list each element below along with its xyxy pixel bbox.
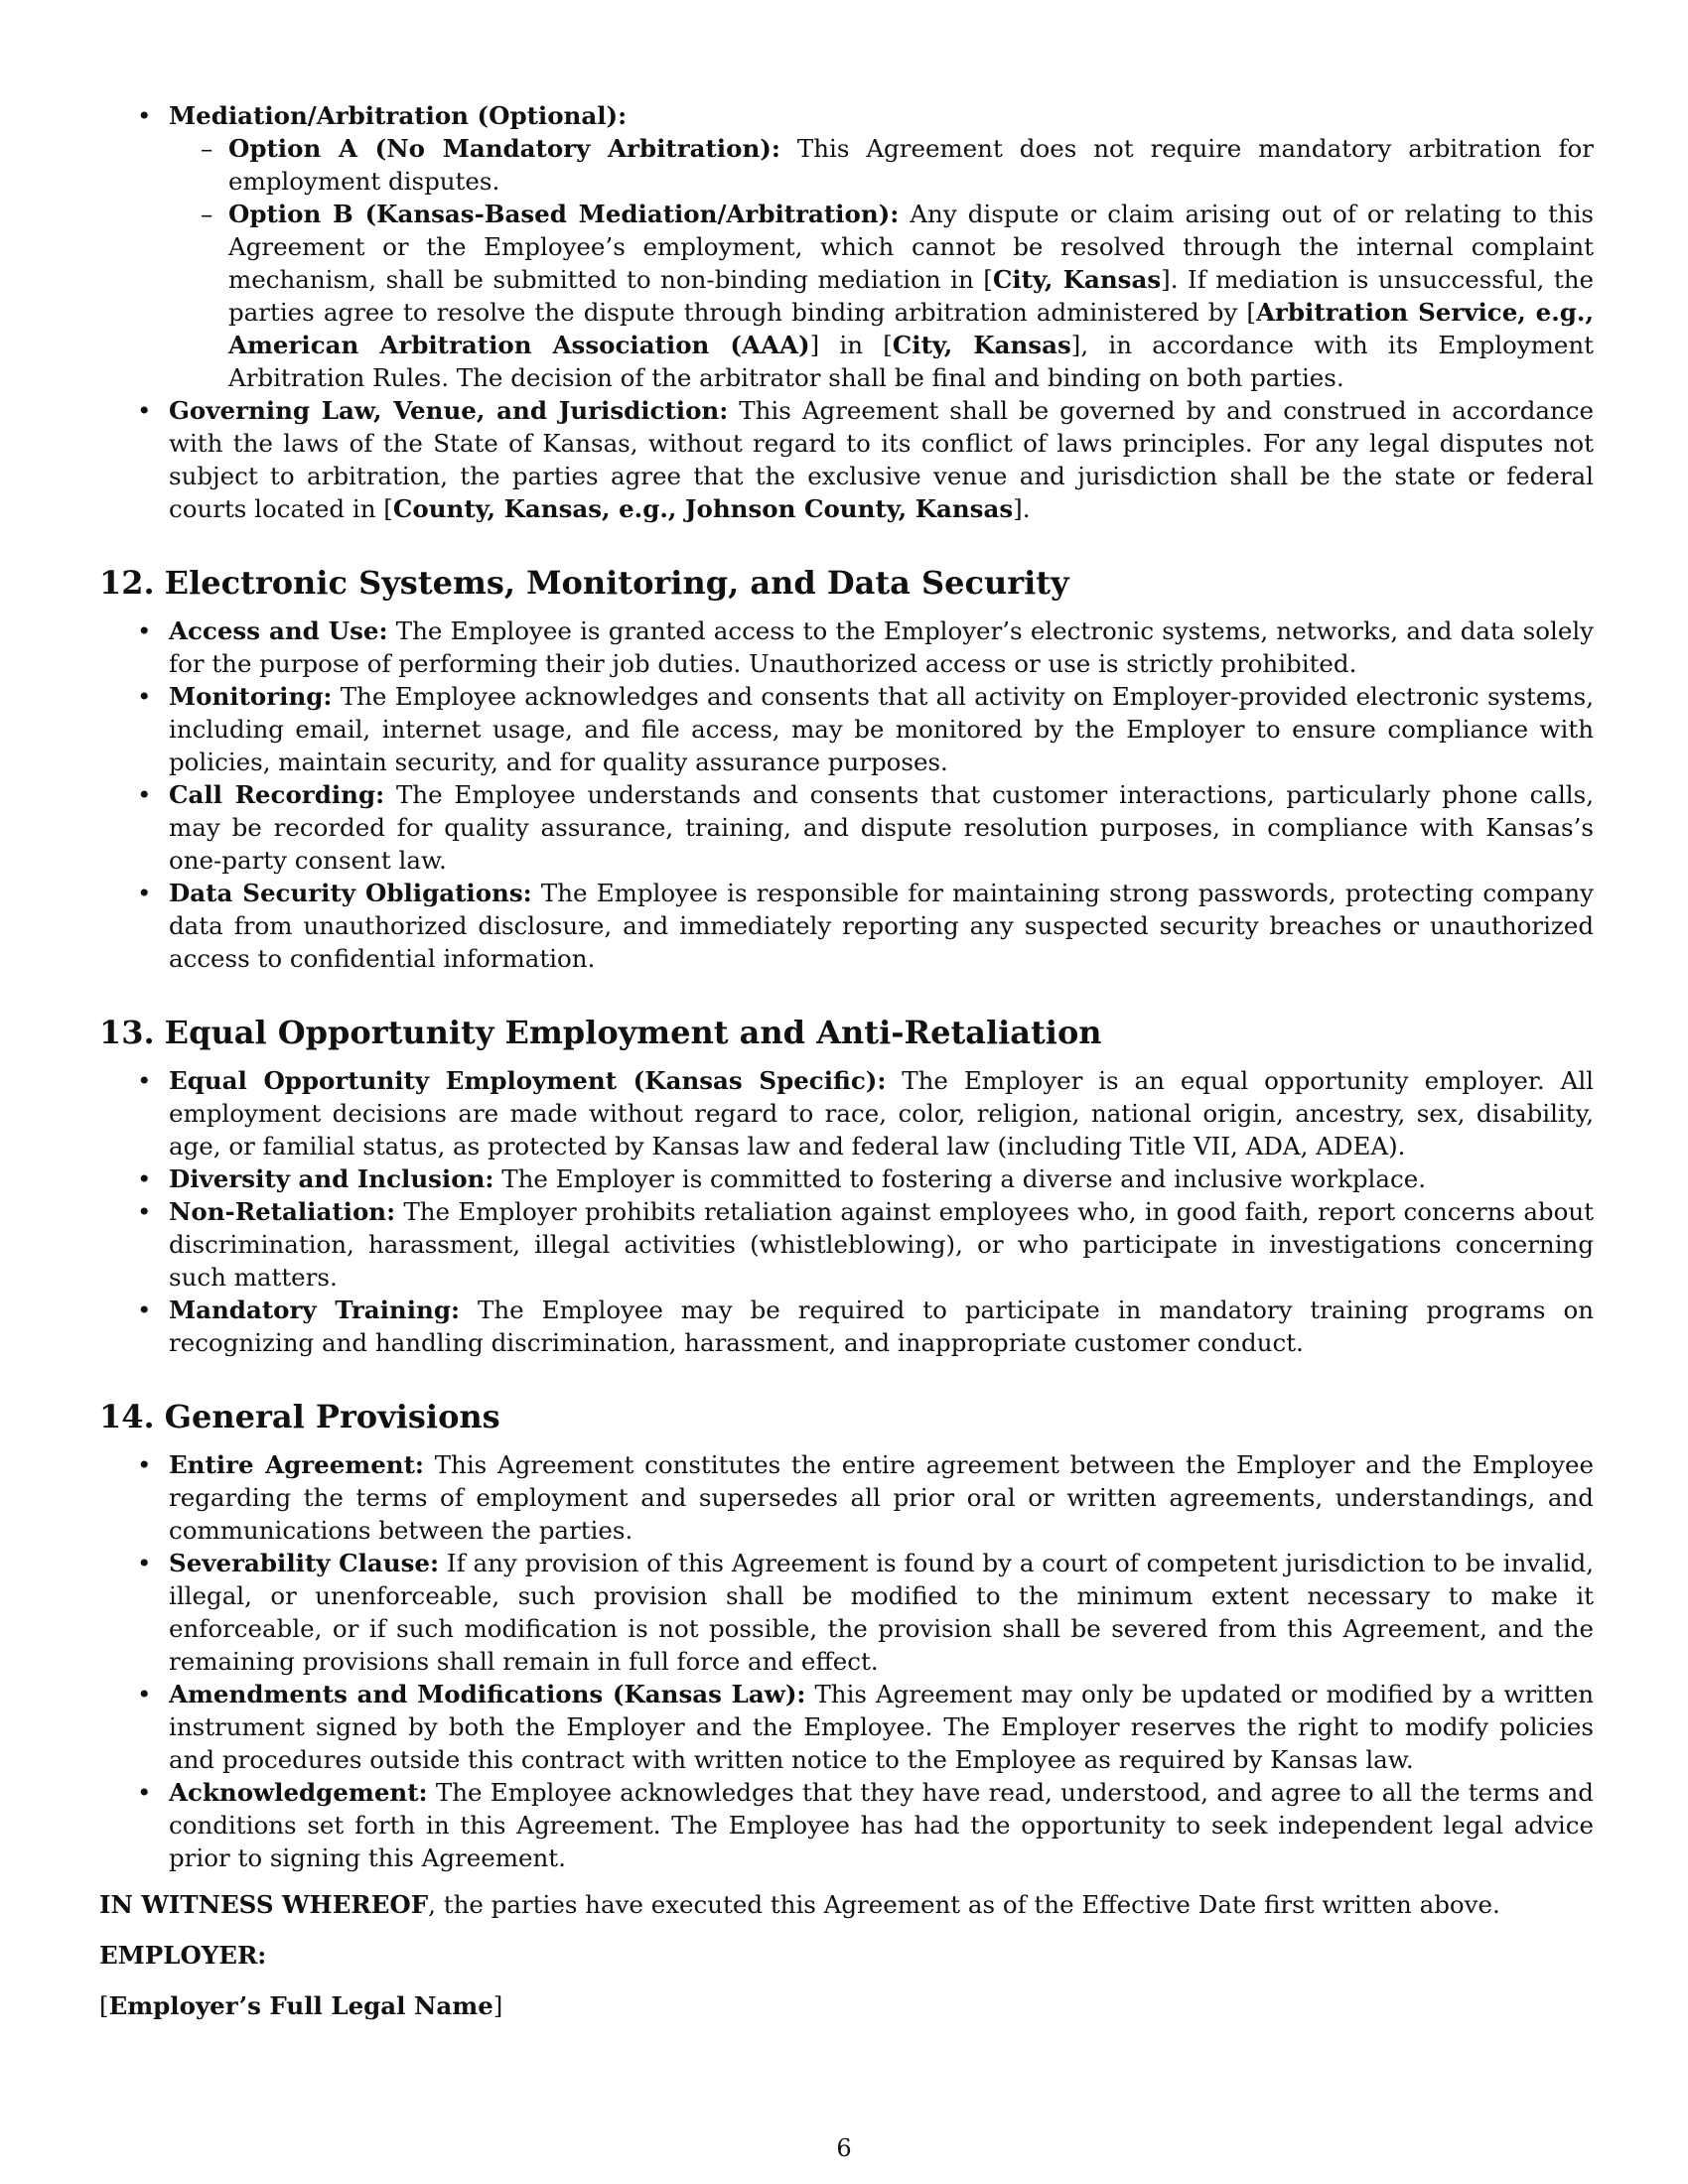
governing-law-text: This Agreement shall be governed by and construed in accordance with the laws of the State of Kansas, without regard to its conflict of laws principles. For any legal disputes not subject to arbitration, the parties agree that the exclusive venue and jurisdiction shall be the state or federal courts located in [ [169,396,1594,523]
item-text: This Agreement may only be updated or modified by a written instrument signed by both the Employer and the Employee. The Employer reserves the right to modify policies and procedures outside this contract with written notice to the Employee as required by Kansas law. [169,1680,1594,1774]
section-title: Equal Opportunity Employment and Anti-Retaliation [164,1014,1102,1051]
item-text: The Employer prohibits retaliation against employees who, in good faith, report concerns about discrimination, harassment, illegal activities (whistleblowing), or who participate in investigations concerning such matters. [169,1197,1594,1292]
witness-label: IN WITNESS WHEREOF [99,1890,429,1919]
governing-law-item [99,394,1594,525]
option-a-text: This Agreement does not require mandatory arbitration for employment disputes. [228,134,1594,196]
item-text: This Agreement constitutes the entire agreement between the Employer and the Employee regarding the terms of employment and supersedes all prior oral or written agreements, understandings, and communications between the parties. [169,1450,1595,1545]
item-text: The Employee understands and consents that customer interactions, particularly phone calls, may be recorded for quality assurance, training, and dispute resolution purposes, in compliance with Kansas’s one-party consent law. [169,780,1594,875]
mediation-item [99,99,1594,394]
placeholder-employer-name: Employer’s Full Legal Name [108,1991,493,2020]
list-item [99,1776,1594,1874]
section-number: 12. [99,564,155,602]
section-title: Electronic Systems, Monitoring, and Data Security [164,564,1069,602]
dispute-list [99,99,1594,525]
item-label: Mandatory Training: [169,1296,461,1324]
bracket: ] [492,1991,503,2020]
section-title: General Provisions [164,1398,500,1435]
item-text: The Employee acknowledges and consents that all activity on Employer-provided electronic systems, including email, internet usage, and file access, may be monitored by the Employer to ensure compliance with policies, maintain security, and for quality assurance purposes. [169,682,1594,776]
item-label: Entire Agreement: [169,1450,424,1479]
section-13-list [99,1064,1594,1359]
item-label: Non-Retaliation: [169,1197,396,1226]
item-text: The Employee is granted access to the Employer’s electronic systems, networks, and data solely for the purpose of performing their job duties. Unauthorized access or use is strictly prohibited. [169,616,1594,678]
mediation-label: Mediation/Arbitration (Optional): [169,101,628,130]
item-text: The Employee may be required to participate in mandatory training programs on recognizing and handling discrimination, harassment, and inappropriate customer conduct. [169,1296,1595,1357]
list-item [99,778,1594,877]
section-number: 14. [99,1398,155,1435]
item-label: Monitoring: [169,682,333,711]
list-item [99,1294,1594,1359]
list-item [99,1448,1594,1547]
item-label: Access and Use: [169,616,388,645]
option-a [169,132,1594,198]
list-item [99,1678,1594,1776]
item-label: Diversity and Inclusion: [169,1164,494,1193]
item-label: Equal Opportunity Employment (Kansas Specific): [169,1066,887,1095]
document-page [99,99,1594,2022]
item-label: Call Recording: [169,780,385,809]
list-item [99,1064,1594,1162]
bracket: [ [99,1991,109,2020]
option-b-label: Option B (Kansas-Based Mediation/Arbitration): [228,200,900,228]
list-item [99,1547,1594,1678]
section-14-heading [99,1397,1594,1436]
employer-name [99,1989,1594,2022]
option-b-text: ]. If mediation is unsuccessful, the parties agree to resolve the dispute through binding arbitration administered by [ [228,265,1594,327]
governing-law-text: ]. [1013,494,1031,523]
item-text: The Employer is an equal opportunity employer. All employment decisions are made without regard to race, color, religion, national origin, ancestry, sex, disability, age, or familial status, as protected by Kansas law and federal law (including Title VII, ADA, ADEA). [169,1066,1594,1160]
page-number: 6 [836,2134,852,2162]
item-label: Amendments and Modifications (Kansas Law): [169,1680,806,1708]
section-14-list [99,1448,1594,1874]
list-item [99,877,1594,975]
item-label: Acknowledgement: [169,1778,428,1807]
list-item [99,1162,1594,1195]
witness-statement [99,1888,1594,1921]
section-number: 13. [99,1014,155,1051]
section-12-list [99,614,1594,975]
option-b [169,198,1594,394]
witness-text: , the parties have executed this Agreement as of the Effective Date first written above. [428,1890,1500,1919]
item-text: The Employee is responsible for maintaining strong passwords, protecting company data from unauthorized disclosure, and immediately reporting any suspected security breaches or unauthorized access to confidential information. [169,879,1594,973]
placeholder-city: City, Kansas [892,331,1071,359]
employer-label [99,1939,1594,1972]
placeholder-arbitration-service: Arbitration Service, e.g., American Arbitration Association (AAA) [228,298,1594,359]
item-label: Data Security Obligations: [169,879,532,907]
item-text: The Employee acknowledges that they have read, understood, and agree to all the terms and conditions set forth in this Agreement. The Employee has had the opportunity to seek independent legal advice prior to signing this Agreement. [169,1778,1594,1872]
item-text: If any provision of this Agreement is found by a court of competent jurisdiction to be invalid, illegal, or unenforceable, such provision shall be modified to the minimum extent necessary to make it enforceable, or if such modification is not possible, the provision shall be severed from this Agreement, and the remaining provisions shall remain in full force and effect. [169,1549,1594,1676]
placeholder-county: County, Kansas, e.g., Johnson County, Kansas [392,494,1014,523]
option-b-text: ] in [ [809,331,893,359]
mediation-options [169,132,1594,394]
list-item [99,680,1594,778]
section-13-heading [99,1013,1594,1052]
item-text: The Employer is committed to fostering a diverse and inclusive workplace. [493,1164,1426,1193]
list-item [99,614,1594,680]
list-item [99,1195,1594,1294]
option-b-text: ], in accordance with its Employment Arbitration Rules. The decision of the arbitrator shall be final and binding on both parties. [228,331,1595,392]
option-b-text: Any dispute or claim arising out of or relating to this Agreement or the Employee’s employment, which cannot be resolved through the internal complaint mechanism, shall be submitted to non-binding mediation in [ [228,200,1594,294]
option-a-label: Option A (No Mandatory Arbitration): [228,134,780,163]
section-12-heading [99,563,1594,603]
employer-label-text: EMPLOYER: [99,1941,267,1970]
item-label: Severability Clause: [169,1549,440,1577]
placeholder-city: City, Kansas [992,265,1162,294]
governing-law-label: Governing Law, Venue, and Jurisdiction: [169,396,729,425]
